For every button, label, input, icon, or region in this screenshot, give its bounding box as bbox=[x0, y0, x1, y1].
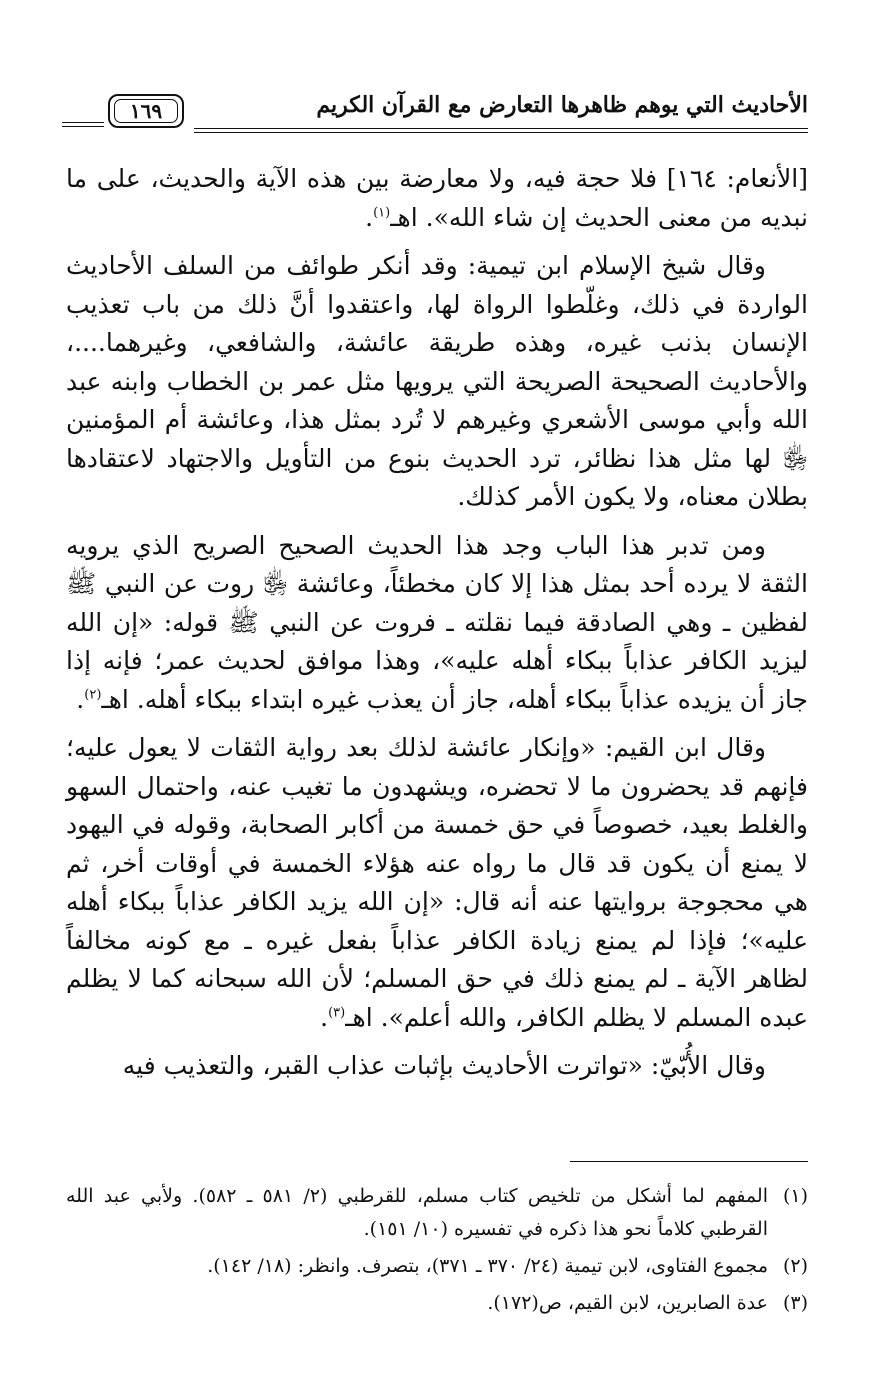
paragraph: ومن تدبر هذا الباب وجد هذا الحديث الصحيح الصريح الذي يرويه الثقة لا يرده أحد بمثل هذا إلا كان مخطئاً، وعائشة ﵂ روت عن النبي ﷺ لفظين ـ وهي الصادقة فيما نقلته ـ فروت عن النبي ﷺ قوله: «إن الله ليزيد الكافر عذاباً ببكاء أهله عليه»، وهذا موافق لحديث عمر؛ فإنه إذا جاز أن يزيده عذاباً ببكاء أهله، جاز أن يعذب غيره ابتداء ببكاء أهله. اهـ$^{(٢)}$. bbox=[66, 530, 808, 714]
running-header bbox=[62, 92, 808, 140]
header-rule-long bbox=[194, 128, 808, 129]
footnote-number: (٣) bbox=[782, 1292, 808, 1314]
footnote-number: (١) bbox=[782, 1185, 808, 1207]
footnote-ref: (٣) bbox=[328, 1005, 346, 1021]
footnote-text: عدة الصابرين، لابن القيم، ص(١٧٢). bbox=[487, 1292, 768, 1314]
paragraph: وقال الأُبّيّ: «تواترت الأحاديث بإثبات عذاب القبر، والتعذيب فيه bbox=[122, 1051, 766, 1080]
header-rule-short bbox=[62, 122, 104, 123]
footnote-separator bbox=[570, 1161, 808, 1162]
header-rule-short-2 bbox=[62, 126, 104, 127]
footnote bbox=[66, 1180, 808, 1246]
paragraph: [الأنعام: ١٦٤] فلا حجة فيه، ولا معارضة بين هذه الآية والحديث، على ما نبديه من معنى الحديث إن شاء الله». اهـ$^{(١)}$. bbox=[66, 164, 808, 232]
footnotes bbox=[66, 1180, 808, 1324]
paragraph: وقال شيخ الإسلام ابن تيمية: وقد أنكر طوائف من السلف الأحاديث الواردة في ذلك، وغلّطوا الرواة لها، واعتقدوا أنَّ ذلك من باب تعذيب الإنسان بذنب غيره، وهذه طريقة عائشة، والشافعي، وغيرهما....، والأحاديث الصحيحة الصريحة التي يرويها مثل عمر بن الخطاب وابنه عبد الله وأبي موسى الأشعري وغيرهم لا تُرد بمثل هذا، وعائشة أم المؤمنين ﵂ لها مثل هذا نظائر، ترد الحديث بنوع من التأويل والاجتهاد لاعتقادها بطلان معناه، ولا يكون الأمر كذلك. bbox=[66, 251, 808, 511]
header-rule-long-2 bbox=[194, 132, 808, 133]
page-number-frame bbox=[108, 94, 184, 128]
page-number: ١٦٩ bbox=[114, 99, 178, 123]
footnote-ref: (٢) bbox=[84, 687, 102, 703]
footnote bbox=[66, 1287, 808, 1320]
running-title: الأحاديث التي يوهم ظاهرها التعارض مع القرآن الكريم bbox=[316, 92, 808, 118]
footnote bbox=[66, 1250, 808, 1283]
main-text bbox=[66, 160, 808, 1096]
paragraph: وقال ابن القيم: «وإنكار عائشة لذلك بعد رواية الثقات لا يعول عليه؛ فإنهم قد يحضرون ما لا تحضره، ويشهدون ما تغيب عنه، واحتمال السهو والغلط بعيد، خصوصاً في حق خمسة من أكابر الصحابة، وقوله في اليهود لا يمنع أن يكون قد قال ما رواه عنه هؤلاء الخمسة في أوقات أخر، ثم هي محجوجة بروايتها عنه أنه قال: «إن الله يزيد الكافر عذاباً ببكاء أهله عليه»؛ فإذا لم يمنع زيادة الكافر عذاباً بفعل غيره ـ مع كونه مخالفاً لظاهر الآية ـ لم يمنع ذلك في حق المسلم؛ لأن الله سبحانه كما لا يظلم عبده المسلم لا يظلم الكافر، والله أعلم». اهـ$^{(٣)}$. bbox=[66, 733, 808, 1032]
footnote-text: المفهم لما أشكل من تلخيص كتاب مسلم، للقرطبي (٢/ ٥٨١ ـ ٥٨٢). ولأبي عبد الله القرطبي كلاماً نحو هذا ذكره في تفسيره (١٠/ ١٥١). bbox=[66, 1185, 768, 1240]
footnote-text: مجموع الفتاوى، لابن تيمية (٢٤/ ٣٧٠ ـ ٣٧١)، بتصرف. وانظر: (١٨/ ١٤٢). bbox=[207, 1255, 768, 1277]
footnote-ref: (١) bbox=[373, 205, 391, 221]
footnote-number: (٢) bbox=[782, 1255, 808, 1277]
